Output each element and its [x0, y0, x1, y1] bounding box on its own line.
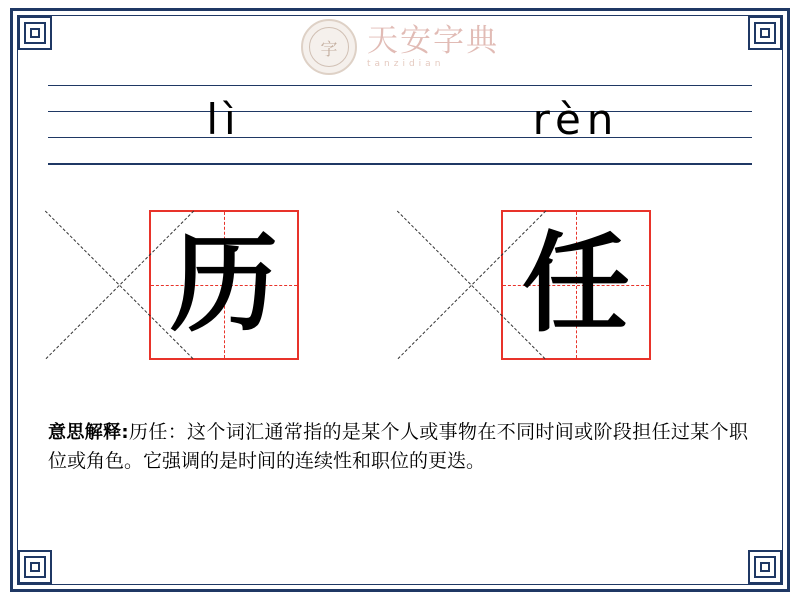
definition-label: 意思解释: [48, 422, 129, 443]
mizige-grid-1 [149, 210, 299, 360]
pinyin-row [48, 85, 752, 165]
definition-text: 历任：这个词汇通常指的是某个人或事物在不同时间或阶段担任过某个职位或角色。它强调的是时间的连续性和职位的更迭。 [48, 421, 748, 472]
pinyin-staff [48, 85, 752, 165]
definition-block [48, 418, 748, 475]
watermark-title: 天安字典 [367, 22, 499, 59]
watermark-subtitle: tanzidian [367, 59, 445, 70]
character-row [48, 205, 752, 365]
hanzi-character-2: 任 [521, 222, 630, 347]
mizige-grid-2 [501, 210, 651, 360]
corner-ornament-bottom-left [18, 550, 52, 584]
pinyin-1: lì [206, 95, 242, 144]
character-cell-1 [48, 205, 400, 365]
hanzi-character-1: 历 [169, 222, 278, 347]
character-cell-2 [400, 205, 752, 365]
seal-glyph: 字 [309, 27, 349, 67]
corner-ornament-bottom-right [748, 550, 782, 584]
corner-ornament-top-right [748, 16, 782, 50]
pinyin-2: rèn [532, 95, 620, 144]
corner-ornament-top-left [18, 16, 52, 50]
